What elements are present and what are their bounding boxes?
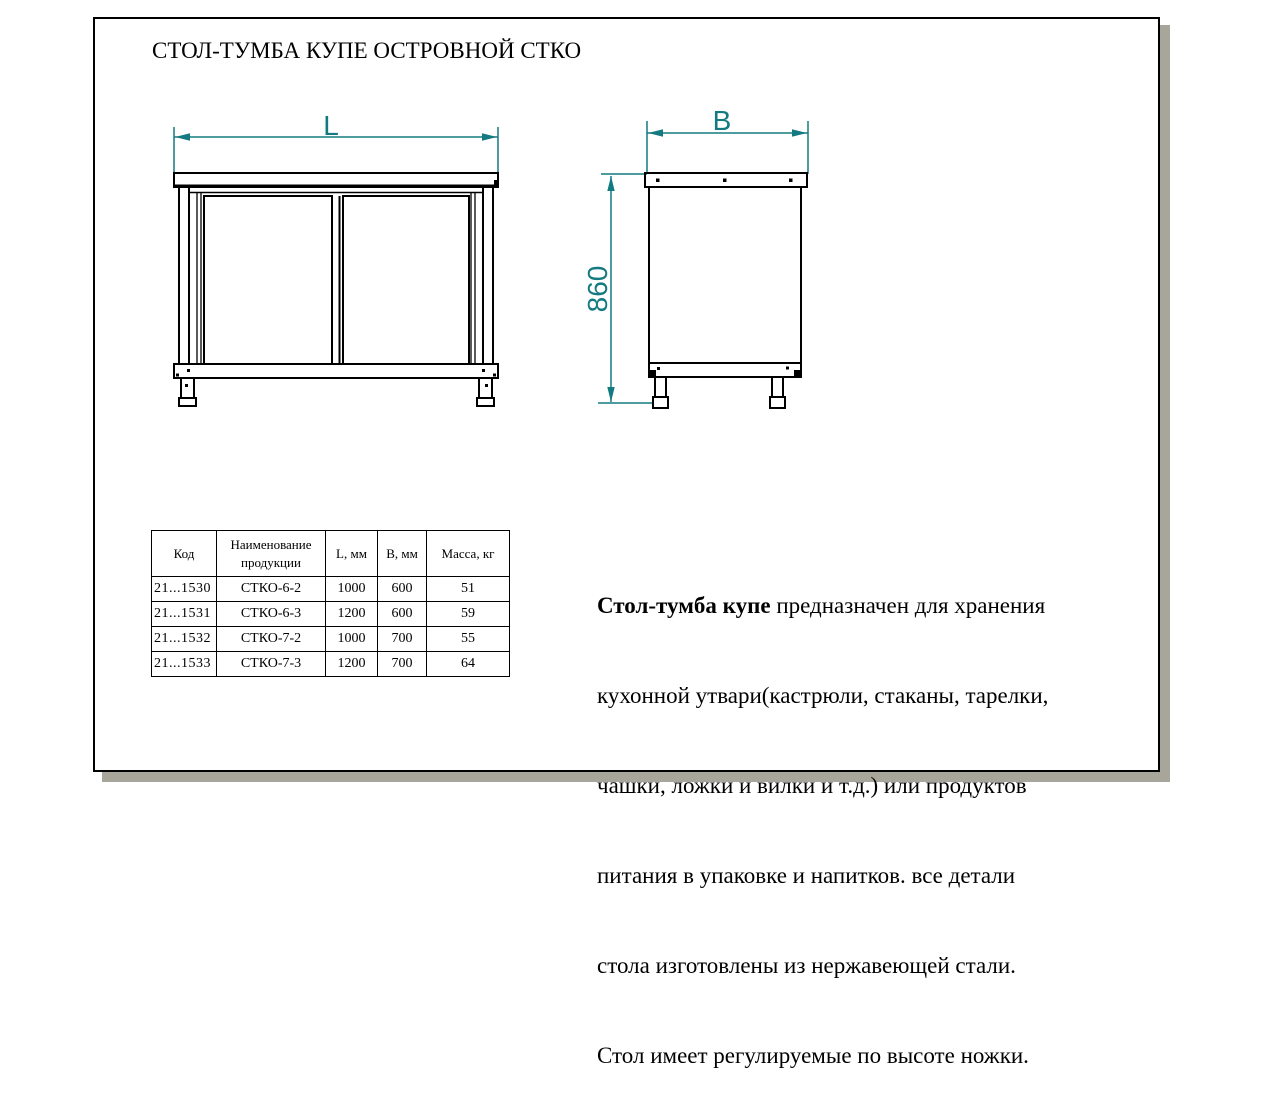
product-description [597,531,1048,1101]
table-cell: 600 [378,577,427,602]
table-cell: 600 [378,602,427,627]
dim-arrow-right [482,133,497,141]
side-leg-left [653,377,668,408]
dim-label-length: L [323,110,339,141]
description-line: Стол имеет регулируемые по высоте ножки. [597,1043,1029,1068]
table-header-cell: Код [152,531,217,577]
front-door-right [343,196,469,364]
front-cabinet [174,173,499,406]
side-cabinet [645,173,807,408]
table-cell: 1000 [326,577,378,602]
table-cell: 21...1530 [152,577,217,602]
table-header-row [152,531,510,577]
dim-label-height: 860 [582,265,613,313]
table-cell: 700 [378,627,427,652]
table-header-cell: В, мм [378,531,427,577]
dim-arrow-right [792,129,807,137]
table-row [152,652,510,677]
dimension-height [582,174,653,403]
dim-arrow-left [175,133,190,141]
description-line [597,591,1048,621]
table-cell: 55 [427,627,510,652]
side-view-drawing [575,95,825,415]
dimension-length [174,110,498,174]
table-cell: СТКО-7-3 [217,652,326,677]
description-line: питания в упаковке и напитков. все детали [597,863,1016,888]
table-cell: 1000 [326,627,378,652]
table-cell: 51 [427,577,510,602]
table-cell: 21...1533 [152,652,217,677]
table-row [152,627,510,652]
spec-table [151,530,510,677]
description-bold-lead: Стол-тумба купе [597,593,771,618]
table-cell: СТКО-6-3 [217,602,326,627]
table-cell: СТКО-7-2 [217,627,326,652]
description-line: кухонной утвари(кастрюли, стаканы, тарелки, [597,683,1049,708]
frame-shadow-right [1160,25,1170,782]
table-row [152,602,510,627]
front-leg-left [179,378,196,406]
table-cell: 1200 [326,602,378,627]
dimension-width [647,105,808,174]
table-cell: 1200 [326,652,378,677]
table-cell: 700 [378,652,427,677]
page-title: СТОЛ-ТУМБА КУПЕ ОСТРОВНОЙ СТКО [152,38,582,63]
front-leg-right [477,378,494,406]
table-cell: 21...1531 [152,602,217,627]
table-row [152,577,510,602]
table-header-cell: L, мм [326,531,378,577]
front-door-left [204,196,332,364]
side-leg-right [770,377,785,408]
description-line: чашки, ложки и вилки и т.д.) или продуктов [597,773,1027,798]
table-cell: 59 [427,602,510,627]
table-cell: СТКО-6-2 [217,577,326,602]
description-line: стола изготовлены из нержавеющей стали. [597,953,1016,978]
table-header-cell: Наименование продукции [217,531,326,577]
dim-arrow-left [648,129,663,137]
table-header-cell: Масса, кг [427,531,510,577]
description-text: предназначен для хранения [770,593,1046,618]
table-cell: 64 [427,652,510,677]
dim-label-width: B [712,105,732,136]
dim-arrow-down [607,387,614,402]
table-cell: 21...1532 [152,627,217,652]
front-view-drawing [140,100,560,420]
dim-arrow-up [607,176,614,191]
